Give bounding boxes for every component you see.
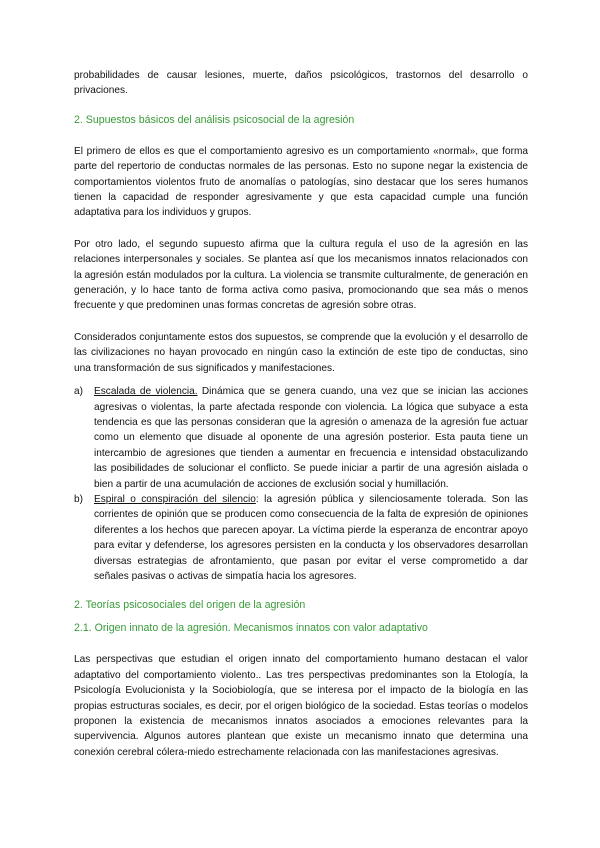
paragraph-conjuntamente: Considerados conjuntamente estos dos supuestos, se comprende que la evolución y el desarrollo de las civilizaciones no hayan provocado en ningún caso la extinción de este tipo de conductas, sino una transformación de sus significados y manifestaciones. — [74, 331, 528, 374]
paragraph-segundo-supuesto: Por otro lado, el segundo supuesto afirma que la cultura regula el uso de la agresión en las relaciones interpersonales y sociales. Se plantea así que los mecanismos innatos relacionados con la agresión están modulados por la cultura. La violencia se transmite culturalmente, de generación en generación, y lo hace tanto de forma activa como pasiva, promocionando que sea más o menos frecuente y que predominen unas formas concretas de agresión sobre otras. — [74, 238, 528, 312]
list-item-text: Dinámica que se genera cuando, una vez que se inician las acciones agresivas o violentas, la parte afectada responde con violencia. La lógica que subyace a esta tendencia es que las personas consideran que la agresión o amenaza de la agresión fue actuar como un elemento que disuade al oponente de una agresión posterior. Esta pauta tiene un intercambio de agresiones que tienden a aumentar en frecuencia e intensidad obstaculizando las posibilidades de solucionar el conflicto. Se puede iniciar a partir de una agresión aislada o bien a partir de una acumulación de acciones de exclusión social y humillación. — [94, 386, 528, 490]
list-marker: a) — [74, 386, 83, 398]
section-heading-supuestos: 2. Supuestos básicos del análisis psicosocial de la agresión — [74, 113, 355, 126]
list-item-escalada — [74, 384, 528, 492]
page-content — [74, 68, 528, 760]
list-item-term: Escalada de violencia. — [94, 386, 198, 398]
list-marker: b) — [74, 493, 83, 505]
supuestos-list — [74, 384, 528, 584]
intro-tail-paragraph: probabilidades de causar lesiones, muerte, daños psicológicos, trastornos del desarrollo o privaciones. — [74, 70, 528, 97]
paragraph-primer-supuesto: El primero de ellos es que el comportamiento agresivo es un comportamiento «normal», que forma parte del repertorio de conductas normales de las personas. Esto no supone negar la existencia de comportamientos violentos fruto de anomalías o patologías, sino destacar que los seres humanos tienen la capacidad de responder agresivamente y que esta capacidad cumple una función adaptativa para los individuos y grupos. — [74, 145, 528, 219]
section-heading-teorias: 2. Teorías psicosociales del origen de la agresión — [74, 599, 306, 612]
list-item-term: Espiral o conspiración del silencio — [94, 493, 256, 505]
subsection-heading-origen-innato: 2.1. Origen innato de la agresión. Mecanismos innatos con valor adaptativo — [74, 622, 428, 635]
paragraph-origen-innato: Las perspectivas que estudian el origen innato del comportamiento humano destacan el valor adaptativo del comportamiento violento.. Las tres perspectivas predominantes son la Etología, la Psicología Evolucionista y la Sociobiología, que se interesa por el impacto de la biología en las propias estructuras sociales, es decir, por el origen biológico de la sociedad. Estas teorías o modelos proponen la existencia de mecanismos innatos asociados a emociones relevantes para la supervivencia. Algunos autores plantean que existe un mecanismo innato que determina una conexión cerebral cólera-miedo estrechamente relacionada con las manifestaciones agresivas. — [74, 654, 528, 758]
list-item-espiral — [74, 492, 528, 584]
list-item-text: : la agresión pública y silenciosamente tolerada. Son las corrientes de opinión que se producen como consecuencia de la falta de expresión de opiniones diferentes a los hechos que parecen apoyar. La víctima pierde la esperanza de encontrar apoyo para evitar y defenderse, los agresores persisten en la conducta y los observadores desarrollan diversas estrategias de afrontamiento, que pasan por evitar el verse comprometido a dar señales pasivas o activas de simpatía hacia los agresores. — [94, 493, 528, 582]
